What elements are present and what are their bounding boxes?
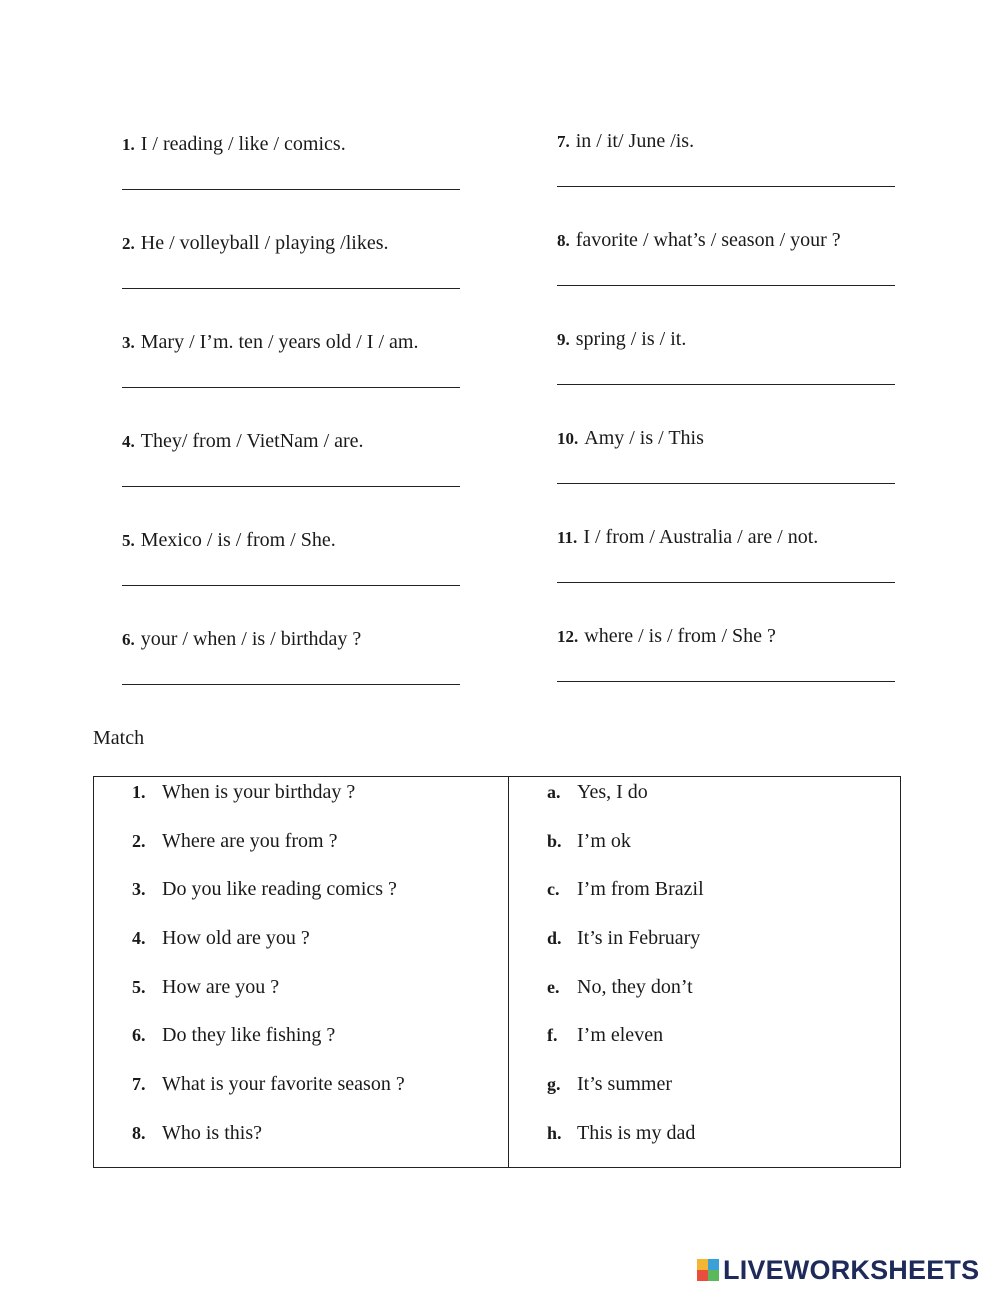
match-question[interactable] <box>132 829 337 853</box>
answer-text: No, they don’t <box>577 976 693 998</box>
match-question[interactable] <box>132 1121 262 1145</box>
answer-line[interactable] <box>557 681 895 682</box>
exercise-item-10 <box>557 426 897 451</box>
table-divider <box>508 777 509 1167</box>
match-answer[interactable] <box>547 975 693 999</box>
match-answer[interactable] <box>547 780 648 804</box>
answer-line[interactable] <box>122 189 460 190</box>
item-number: 4. <box>122 432 135 451</box>
question-number: 8. <box>132 1123 146 1143</box>
question-text: When is your birthday ? <box>162 781 356 803</box>
item-number: 8. <box>557 231 570 250</box>
logo-square <box>708 1270 719 1281</box>
answer-letter: c. <box>547 879 560 899</box>
answer-line[interactable] <box>557 186 895 187</box>
item-number: 1. <box>122 135 135 154</box>
answer-line[interactable] <box>557 285 895 286</box>
item-number: 5. <box>122 531 135 550</box>
liveworksheets-logo <box>697 1255 979 1285</box>
exercise-item-8 <box>557 228 897 253</box>
item-number: 9. <box>557 330 570 349</box>
item-number: 2. <box>122 234 135 253</box>
question-text: What is your favorite season ? <box>162 1073 405 1095</box>
answer-letter: g. <box>547 1074 561 1094</box>
item-prompt: in / it/ June /is. <box>575 130 695 152</box>
answer-text: This is my dad <box>577 1122 696 1144</box>
match-answer[interactable] <box>547 829 631 853</box>
question-number: 4. <box>132 928 146 948</box>
match-answer[interactable] <box>547 1121 695 1145</box>
exercise-item-1 <box>122 132 462 157</box>
match-answer[interactable] <box>547 1072 672 1096</box>
item-prompt: Mexico / is / from / She. <box>140 529 336 551</box>
item-prompt: They/ from / VietNam / are. <box>140 430 364 452</box>
match-question[interactable] <box>132 780 355 804</box>
match-question[interactable] <box>132 877 397 901</box>
answer-letter: h. <box>547 1123 562 1143</box>
item-number: 11. <box>557 528 578 547</box>
answer-line[interactable] <box>557 384 895 385</box>
liveworksheets-logo-icon <box>697 1259 719 1281</box>
question-number: 6. <box>132 1025 146 1045</box>
exercise-item-7 <box>557 129 897 154</box>
answer-line[interactable] <box>122 288 460 289</box>
item-prompt: spring / is / it. <box>575 328 687 350</box>
exercise-item-4 <box>122 429 462 454</box>
question-text: Where are you from ? <box>162 830 338 852</box>
answer-line[interactable] <box>557 582 895 583</box>
logo-square <box>697 1259 708 1270</box>
answer-line[interactable] <box>557 483 895 484</box>
match-answer[interactable] <box>547 1023 663 1047</box>
item-prompt: Amy / is / This <box>584 427 704 449</box>
match-table <box>93 776 901 1168</box>
item-prompt: where / is / from / She ? <box>584 625 776 647</box>
answer-line[interactable] <box>122 387 460 388</box>
answer-letter: b. <box>547 831 562 851</box>
item-number: 7. <box>557 132 570 151</box>
question-text: Who is this? <box>162 1122 262 1144</box>
match-question[interactable] <box>132 975 279 999</box>
question-text: Do they like fishing ? <box>162 1024 336 1046</box>
item-number: 3. <box>122 333 135 352</box>
answer-text: I’m ok <box>577 830 631 852</box>
item-number: 12. <box>557 627 579 646</box>
question-number: 5. <box>132 977 146 997</box>
exercise-item-11 <box>557 525 897 550</box>
match-answer[interactable] <box>547 926 700 950</box>
logo-square <box>708 1259 719 1270</box>
answer-letter: f. <box>547 1025 558 1045</box>
answer-letter: a. <box>547 782 561 802</box>
match-question[interactable] <box>132 1023 335 1047</box>
answer-text: It’s summer <box>577 1073 672 1095</box>
item-prompt: Mary / I’m. ten / years old / I / am. <box>140 331 419 353</box>
question-text: Do you like reading comics ? <box>162 878 397 900</box>
item-prompt: your / when / is / birthday ? <box>140 628 362 650</box>
question-number: 1. <box>132 782 146 802</box>
question-text: How old are you ? <box>162 927 310 949</box>
question-text: How are you ? <box>162 976 280 998</box>
item-prompt: He / volleyball / playing /likes. <box>140 232 389 254</box>
question-number: 2. <box>132 831 146 851</box>
answer-line[interactable] <box>122 585 460 586</box>
match-question[interactable] <box>132 1072 405 1096</box>
answer-line[interactable] <box>122 486 460 487</box>
logo-square <box>697 1270 708 1281</box>
exercise-item-12 <box>557 624 897 649</box>
item-number: 10. <box>557 429 579 448</box>
answer-letter: d. <box>547 928 562 948</box>
exercise-item-9 <box>557 327 897 352</box>
answer-letter: e. <box>547 977 560 997</box>
item-prompt: I / reading / like / comics. <box>140 133 346 155</box>
exercise-item-5 <box>122 528 462 553</box>
item-prompt: favorite / what’s / season / your ? <box>575 229 841 251</box>
answer-text: I’m eleven <box>577 1024 664 1046</box>
answer-text: Yes, I do <box>577 781 648 803</box>
exercise-item-3 <box>122 330 462 355</box>
brand-text: LIVEWORKSHEETS <box>723 1254 980 1285</box>
item-prompt: I / from / Australia / are / not. <box>583 526 819 548</box>
item-number: 6. <box>122 630 135 649</box>
match-answer[interactable] <box>547 877 704 901</box>
exercise-item-6 <box>122 627 462 652</box>
question-number: 3. <box>132 879 146 899</box>
answer-text: I’m from Brazil <box>577 878 704 900</box>
answer-text: It’s in February <box>577 927 701 949</box>
match-heading: Match <box>93 727 145 749</box>
exercise-item-2 <box>122 231 462 256</box>
match-question[interactable] <box>132 926 310 950</box>
question-number: 7. <box>132 1074 146 1094</box>
answer-line[interactable] <box>122 684 460 685</box>
